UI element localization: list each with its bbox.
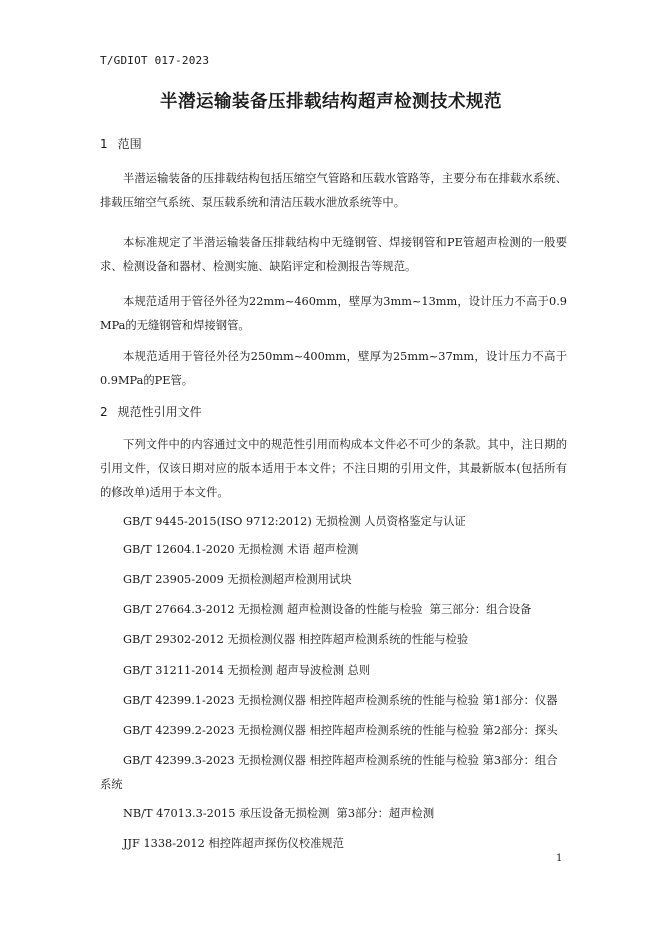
section-number: 1 (100, 137, 108, 151)
section-heading-normative-references (100, 403, 202, 420)
paragraph: 本规范适用于管径外径为22mm~460mm，壁厚为3mm~13mm，设计压力不高于0.9MPa的无缝钢管和焊接钢管。 (100, 295, 567, 332)
document-title: 半潜运输装备压排载结构超声检测技术规范 (160, 92, 502, 112)
reference-item: GB/T 27664.3-2012 无损检测 超声检测设备的性能与检验 第三部分：组合设备 (123, 603, 532, 616)
paragraph: 本规范适用于管径外径为250mm~400mm，壁厚为25mm~37mm，设计压力不高于0.9MPa的PE管。 (100, 350, 567, 387)
section-title: 规范性引用文件 (117, 405, 202, 419)
paragraph: 半潜运输装备的压排载结构包括压缩空气管路和压载水管路等，主要分布在排载水系统、排载压缩空气系统、泵压载系统和清洁压载水泄放系统等中。 (100, 172, 567, 209)
reference-item: GB/T 42399.2-2023 无损检测仪器 相控阵超声检测系统的性能与检验 第2部分：探头 (123, 724, 558, 737)
references-intro: 下列文件中的内容通过文中的规范性引用而构成本文件必不可少的条款。其中，注日期的引用文件，仅该日期对应的版本适用于本文件；不注日期的引用文件，其最新版本(包括所有的修改单)适用于本文件。 (100, 438, 567, 499)
section-title: 范围 (117, 137, 142, 151)
reference-item: GB/T 31211-2014 无损检测 超声导波检测 总则 (123, 664, 371, 677)
reference-item: NB/T 47013.3-2015 承压设备无损检测 第3部分：超声检测 (123, 807, 435, 820)
paragraph: 本标准规定了半潜运输装备压排载结构中无缝钢管、焊接钢管和PE管超声检测的一般要求、检测设备和器材、检测实施、缺陷评定和检测报告等规范。 (100, 236, 567, 273)
reference-item: GB/T 42399.3-2023 无损检测仪器 相控阵超声检测系统的性能与检验 第3部分：组合系统 (100, 754, 558, 791)
section-number: 2 (100, 405, 108, 419)
reference-item: GB/T 9445-2015(ISO 9712:2012) 无损检测 人员资格鉴定与认证 (123, 515, 466, 528)
reference-item: GB/T 42399.1-2023 无损检测仪器 相控阵超声检测系统的性能与检验 第1部分：仪器 (123, 694, 558, 707)
standard-code: T/GDIOT 017-2023 (100, 54, 210, 67)
section-heading-scope (100, 135, 142, 152)
reference-item: GB/T 12604.1-2020 无损检测 术语 超声检测 (123, 543, 359, 556)
reference-item: GB/T 29302-2012 无损检测仪器 相控阵超声检测系统的性能与检验 (123, 633, 469, 646)
page-number: 1 (556, 853, 563, 864)
reference-item: GB/T 23905-2009 无损检测超声检测用试块 (123, 573, 352, 586)
reference-item: JJF 1338-2012 相控阵超声探伤仪校准规范 (123, 837, 344, 850)
